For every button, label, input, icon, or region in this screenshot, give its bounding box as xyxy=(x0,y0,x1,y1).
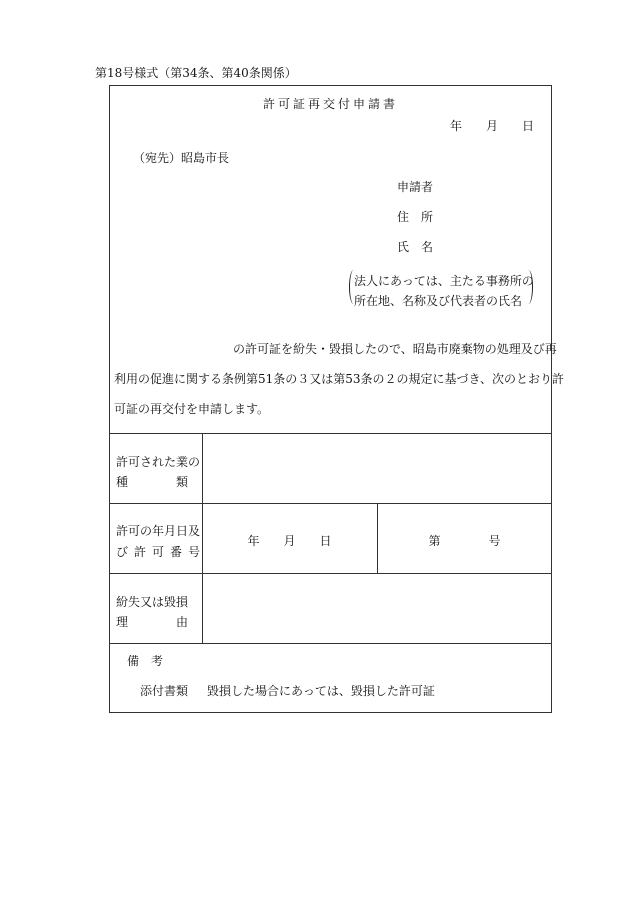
applicant-heading: 申請者 xyxy=(397,180,434,194)
body-line-2: 利用の促進に関する条例第51条の３又は第53条の２の規定に基づき、次のとおり許 xyxy=(114,372,565,386)
business-type-label-1: 許可された業の xyxy=(116,455,201,469)
table-divider-row2 xyxy=(109,573,552,574)
attachment-label: 添付書類 xyxy=(140,684,189,698)
business-type-label-2: 種 類 xyxy=(116,475,189,489)
permit-date-label-2: び許可番号 xyxy=(116,545,207,559)
reason-label-1: 紛失又は毀損 xyxy=(116,595,189,609)
attachment-text: 毀損した場合にあっては、毀損した許可証 xyxy=(207,684,435,698)
corporate-note-line2: 所在地、名称及び代表者の氏名 xyxy=(354,294,523,308)
table-divider-top xyxy=(109,433,552,434)
body-line-3: 可証の再交付を申請します。 xyxy=(114,402,270,416)
addressee: （宛先）昭島市長 xyxy=(133,151,230,165)
form-number: 第18号様式（第34条、第40条関係） xyxy=(95,66,297,80)
table-divider-row3 xyxy=(109,643,552,644)
body-line-1: の許可証を紛失・毀損したので、昭島市廃棄物の処理及び再 xyxy=(233,342,557,356)
form-title: 許可証再交付申請書 xyxy=(262,97,398,111)
applicant-name-label: 氏 名 xyxy=(397,240,434,254)
date-line xyxy=(450,117,534,134)
corporate-note-line1: 法人にあっては、主たる事務所の xyxy=(354,274,534,288)
permit-date-value: 年 月 日 xyxy=(247,534,332,548)
date-month: 月 xyxy=(485,119,498,133)
date-year: 年 xyxy=(450,119,463,133)
permit-date-label-1: 許可の年月日及 xyxy=(116,524,201,538)
date-day: 日 xyxy=(521,119,534,133)
remarks-heading: 備 考 xyxy=(127,654,164,668)
applicant-address-label: 住 所 xyxy=(397,210,434,224)
permit-number-value: 第 号 xyxy=(428,534,501,548)
reason-label-2: 理 由 xyxy=(116,615,189,629)
table-divider-row1 xyxy=(109,503,552,504)
